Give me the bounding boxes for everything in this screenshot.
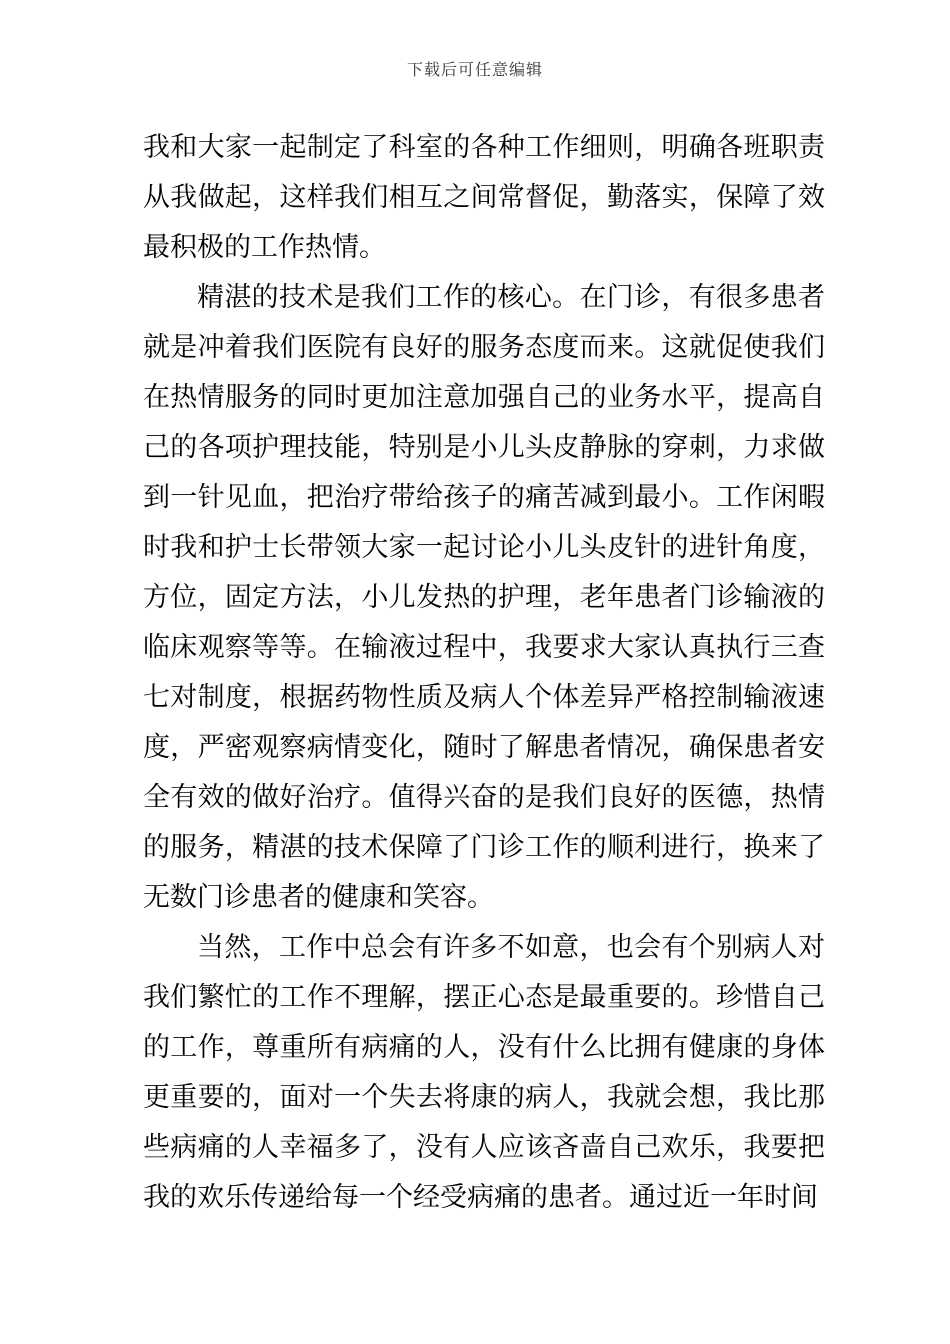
paragraph-2: 精湛的技术是我们工作的核心。在门诊，有很多患者就是冲着我们医院有良好的服务态度而来。这就促使我们在热情服务的同时更加注意加强自己的业务水平，提高自己的各项护理技能，特别是小儿头皮静脉的穿刺，力求做到一针见血，把治疗带给孩子的痛苦减到最小。工作闲暇时我和护士长带领大家一起讨论小儿头皮针的进针角度，方位，固定方法，小儿发热的护理，老年患者门诊输液的临床观察等等。在输液过程中，我要求大家认真执行三查七对制度，根据药物性质及病人个体差异严格控制输液速度，严密观察病情变化，随时了解患者情况，确保患者安全有效的做好治疗。值得兴奋的是我们良好的医德，热情的服务，精湛的技术保障了门诊工作的顺利进行，换来了无数门诊患者的健康和笑容。 [143,282,825,912]
document-body [143,122,825,1222]
page-header-note: 下载后可任意编辑 [406,62,543,79]
paragraph-1: 我和大家一起制定了科室的各种工作细则，明确各班职责从我做起，这样我们相互之间常督促，勤落实，保障了效最积极的工作热情。 [143,132,825,262]
paragraph-3: 当然，工作中总会有许多不如意，也会有个别病人对我们繁忙的工作不理解，摆正心态是最重要的。珍惜自己的工作，尊重所有病痛的人，没有什么比拥有健康的身体更重要的，面对一个失去将康的病人，我就会想，我比那些病痛的人幸福多了，没有人应该吝啬自己欢乐，我要把我的欢乐传递给每一个经受病痛的患者。通过近一年时间 [143,932,825,1212]
